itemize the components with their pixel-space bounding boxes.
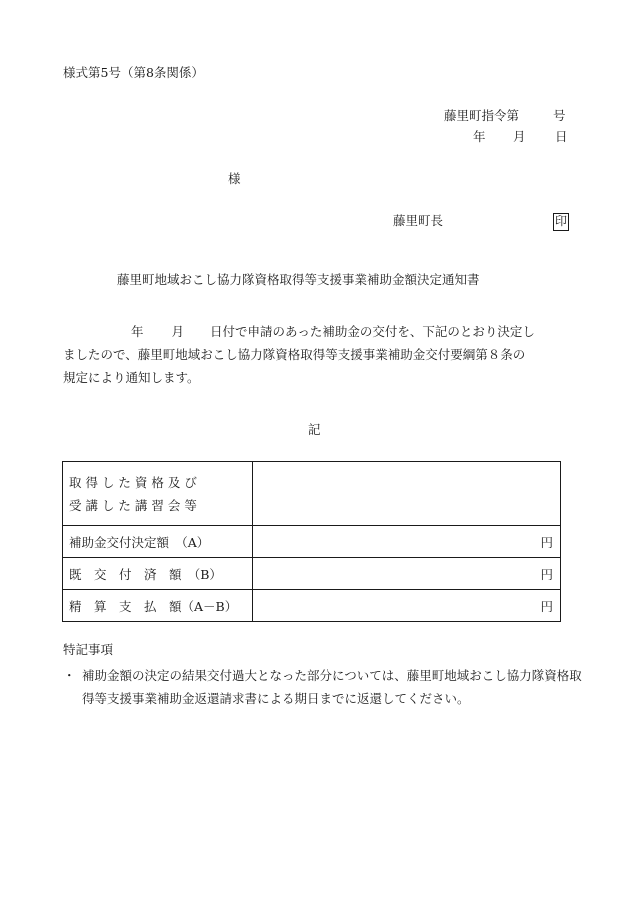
body-line2: ましたので、藤里町地域おこし協力隊資格取得等支援事業補助金交付要綱第８条の	[63, 347, 526, 362]
qualification-value-cell	[253, 462, 561, 526]
body-line3: 規定により通知します。	[63, 370, 200, 385]
date-day-label: 日	[555, 129, 568, 144]
document-title: 藤里町地域おこし協力隊資格取得等支援事業補助金額決定通知書	[117, 272, 480, 287]
qualification-label-line1: 取 得 し た 資 格 及 び	[69, 474, 197, 490]
settlement-amount-value: 円	[253, 590, 561, 622]
date-month-label: 月	[513, 129, 526, 144]
addressee-suffix: 様	[228, 171, 241, 186]
qualification-label-cell	[63, 462, 253, 526]
notes-heading: 特記事項	[63, 642, 114, 657]
table-row	[63, 590, 561, 622]
seal-box	[553, 213, 569, 231]
date-year-label: 年	[473, 129, 486, 144]
notes-list	[63, 664, 588, 710]
table-row	[63, 462, 561, 526]
decided-amount-label: 補助金交付決定額 （A）	[63, 526, 253, 558]
subsidy-table	[62, 461, 561, 622]
directive-number-suffix: 号	[553, 108, 566, 123]
seal-mark: 印	[553, 213, 569, 231]
body-year: 年	[131, 324, 144, 339]
body-month: 月	[171, 324, 185, 339]
decided-amount-value: 円	[253, 526, 561, 558]
ki-heading: 記	[308, 422, 321, 437]
body-paragraph	[63, 320, 583, 389]
paid-amount-value: 円	[253, 558, 561, 590]
form-number: 様式第5号（第8条関係）	[63, 65, 204, 80]
note-item: 補助金額の決定の結果交付過大となった部分については、藤里町地域おこし協力隊資格取得等支援事業補助金返還請求書による期日までに返還してください。	[82, 668, 582, 706]
table-row	[63, 558, 561, 590]
body-line1: 日付で申請のあった補助金の交付を、下記のとおり決定し	[210, 324, 535, 339]
paid-amount-label: 既 交 付 済 額 （B）	[63, 558, 253, 590]
qualification-label-line2: 受 講 し た 講 習 会 等	[69, 497, 197, 513]
issuer-name: 藤里町長	[393, 213, 444, 228]
settlement-amount-label: 精 算 支 払 額（A－B）	[63, 590, 253, 622]
table-row	[63, 526, 561, 558]
directive-number-label: 藤里町指令第	[444, 108, 520, 123]
bullet-icon: ・	[63, 668, 76, 683]
